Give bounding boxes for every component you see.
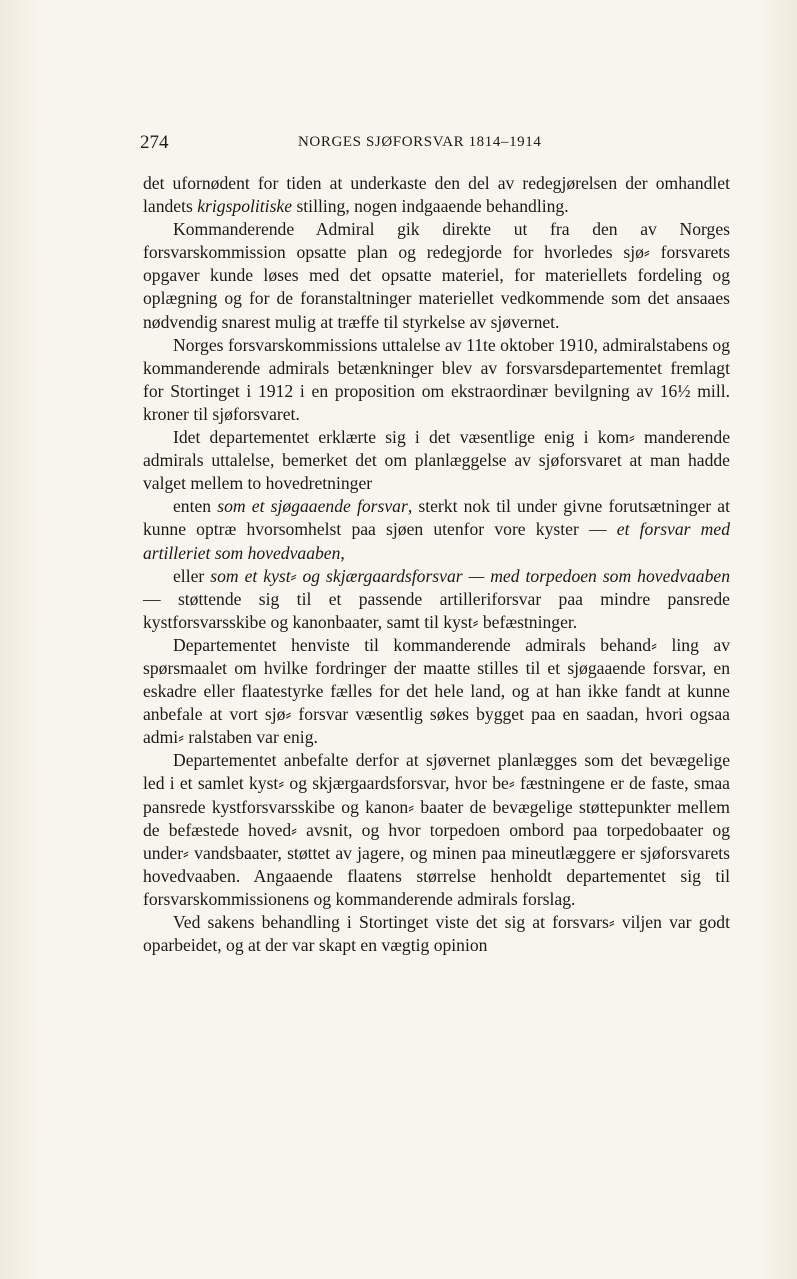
text-run: , (340, 542, 345, 563)
text-run: Norges forsvarskommissions uttalelse av 11te oktober 1910, admiralstabens og kommanderende admirals betænkninger blev av forsvarsdepartementet fremlagt for Stortinget i 1912 i en proposition om ekstraordinær bevilgning av 16½ mill. kroner til sjøforsvaret. (143, 334, 730, 424)
paragraph (143, 334, 730, 426)
body-text (143, 172, 730, 957)
paragraph (143, 634, 730, 749)
text-run: stilling, nogen indgaaende behandling. (292, 196, 569, 217)
italic-text: som et kyst⸗ og skjærgaardsforsvar — med torpedoen som hovedvaaben (210, 565, 730, 586)
page-header (140, 132, 640, 156)
page-number: 274 (140, 132, 169, 153)
paragraph (143, 495, 730, 564)
paragraph (143, 426, 730, 495)
text-run: Ved sakens behandling i Stortinget viste det sig at forsvars⸗ viljen var godt oparbeidet, og at der var skapt en vægtig opinion (143, 912, 730, 956)
paragraph (143, 218, 730, 333)
text-run: — støttende sig til et passende artilleriforsvar paa mindre pansrede kystforsvarsskibe og kanonbaater, samt til kyst⸗ befæstninger. (143, 588, 730, 632)
italic-text: et forsvar med artilleriet som hovedvaaben (143, 519, 730, 563)
running-title: NORGES SJØFORSVAR 1814–1914 (298, 134, 542, 150)
text-run: , sterkt nok til under givne forutsætninger at kunne optræ hvorsomhelst paa sjøen utenfor vore kyster — (143, 496, 731, 540)
italic-text: krigspolitiske (197, 196, 293, 217)
paragraph (143, 565, 730, 634)
paragraph (143, 911, 730, 957)
text-run: enten (173, 496, 218, 517)
text-run: Idet departementet erklærte sig i det væsentlige enig i kom⸗ manderende admirals uttalelse, bemerket det om planlæggelse av sjøforsvaret at man hadde valget mellem to hovedretninger (143, 427, 730, 494)
text-run: det ufornødent for tiden at underkaste den del av redegjørelsen der omhandlet landets (143, 173, 730, 217)
text-run: Kommanderende Admiral gik direkte ut fra den av Norges forsvarskommission opsatte plan og redegjorde for hvorledes sjø⸗ forsvarets opgaver kunde løses med det opsatte materiel, for materiellets fordeling og oplægning og for de foranstaltninger materiellet vedkommende som det ansaaes nødvendig snarest mulig at træffe til styrkelse av sjøvernet. (143, 219, 730, 332)
text-run: eller (173, 565, 211, 586)
paragraph (143, 749, 730, 911)
italic-text: som et sjøgaaende forsvar (217, 496, 408, 517)
text-run: Departementet anbefalte derfor at sjøvernet planlægges som det bevægelige led i et samlet kyst⸗ og skjærgaardsforsvar, hvor be⸗ fæstningene er de faste, smaa pansrede kystforsvarsskibe og kanon⸗ baater de bevægelige støttepunkter mellem de befæstede hoved⸗ avsnit, og hvor torpedoen ombord paa torpedobaater og under⸗ vandsbaater, støttet av jagere, og minen paa mineutlæggere er sjøforsvarets hovedvaaben. Angaaende flaatens størrelse henholdt departementet sig til forsvarskommissionens og kommanderende admirals forslag. (143, 750, 730, 909)
paragraph (143, 172, 730, 218)
text-run: Departementet henviste til kommanderende admirals behand⸗ ling av spørsmaalet om hvilke fordringer der maatte stilles til et sjøgaaende forsvar, en eskadre eller flaatestyrke fælles for det hele land, og at han ikke fandt at kunne anbefale at vort sjø⸗ forsvar væsentlig søkes bygget paa en saadan, hvori ogsaa admi⸗ ralstaben var enig. (143, 634, 730, 748)
